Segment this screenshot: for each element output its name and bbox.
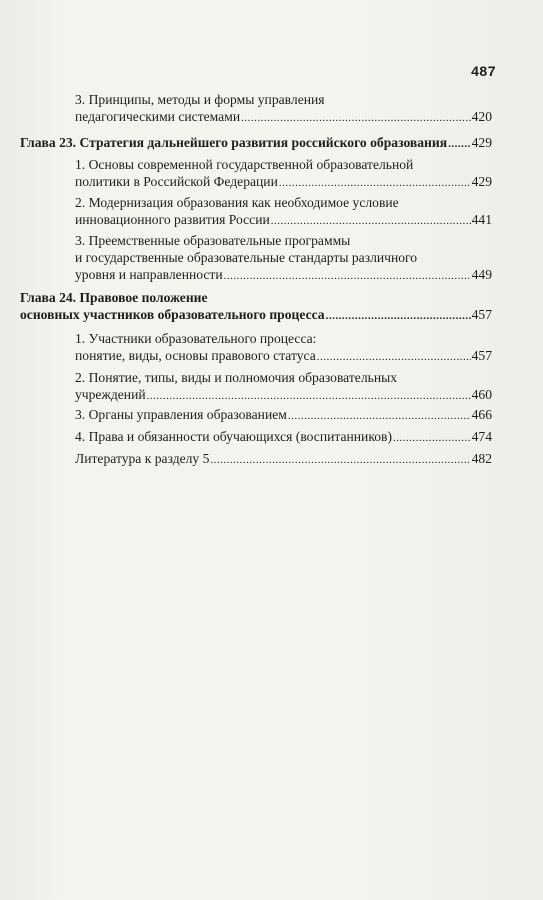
- dot-leader: [448, 136, 471, 153]
- toc-entry-management-principles: [75, 92, 492, 127]
- toc-entry-page: 420: [471, 108, 492, 124]
- chapter-title-line: Глава 24. Правовое положение: [20, 290, 208, 305]
- toc-entry-title: политики в Российской Федерации: [75, 173, 278, 189]
- toc-entry-line: 3. Принципы, методы и формы управления: [75, 92, 325, 107]
- toc-entry-title: 3. Органы управления образованием: [75, 407, 287, 422]
- dot-leader: [224, 268, 471, 285]
- toc-entry-title: 4. Права и обязанности обучающихся (воспитанников): [75, 429, 392, 444]
- toc-entry-rights-duties: [75, 429, 492, 447]
- toc-entry-participants: [75, 331, 492, 366]
- toc-entry-state-policy: [75, 157, 492, 192]
- toc-chapter-24: [20, 290, 492, 325]
- toc-entry-programs-standards: [75, 233, 492, 284]
- dot-leader: [279, 175, 471, 192]
- dot-leader: [288, 408, 471, 425]
- toc-chapter-23: [20, 135, 492, 153]
- toc-entry-title: учреждений: [75, 386, 146, 402]
- dot-leader: [271, 213, 471, 230]
- toc-entry-title: инновационного развития России: [75, 211, 270, 227]
- toc-entry-page: 429: [471, 173, 492, 189]
- toc-entry-page: 457: [471, 306, 492, 322]
- toc-entry-title: педагогическими системами: [75, 108, 241, 124]
- toc-entry-page: 441: [471, 211, 492, 227]
- toc-entry-line: 3. Преемственные образовательные программы: [75, 233, 351, 248]
- toc-entry-page: 449: [471, 266, 492, 282]
- toc-entry-line: 2. Модернизация образования как необходимое условие: [75, 195, 399, 210]
- toc-entry-page: 429: [471, 135, 492, 150]
- toc-entry-page: 474: [471, 429, 492, 444]
- toc-entry-line: 1. Участники образовательного процесса:: [75, 331, 317, 346]
- dot-leader: [210, 452, 470, 469]
- toc-entry-line: 1. Основы современной государственной образовательной: [75, 157, 414, 172]
- dot-leader: [241, 110, 471, 127]
- page-number: 487: [471, 63, 496, 79]
- dot-leader: [326, 308, 471, 325]
- toc-entry-modernization: [75, 195, 492, 230]
- toc-entry-title: Литература к разделу 5: [75, 451, 210, 466]
- toc-entry-governance: [75, 407, 492, 425]
- dot-leader: [393, 430, 471, 447]
- toc-entry-page: 466: [471, 407, 492, 422]
- toc-entry-title: понятие, виды, основы правового статуса: [75, 347, 316, 363]
- chapter-title: Глава 23. Стратегия дальнейшего развития российского образования: [20, 135, 448, 150]
- toc-entry-page: 457: [471, 347, 492, 363]
- toc-entry-line: 2. Понятие, типы, виды и полномочия образовательных: [75, 370, 398, 385]
- toc-entry-literature: [75, 451, 492, 469]
- toc-entry-page: 460: [471, 386, 492, 402]
- toc-entry-line: и государственные образовательные стандарты различного: [75, 249, 418, 265]
- dot-leader: [147, 388, 471, 405]
- toc-entry-page: 482: [471, 451, 492, 466]
- toc-entry-institutions: [75, 370, 492, 405]
- chapter-title: основных участников образовательного процесса: [20, 306, 325, 322]
- toc-entry-title: уровня и направленности: [75, 266, 223, 282]
- dot-leader: [317, 349, 471, 366]
